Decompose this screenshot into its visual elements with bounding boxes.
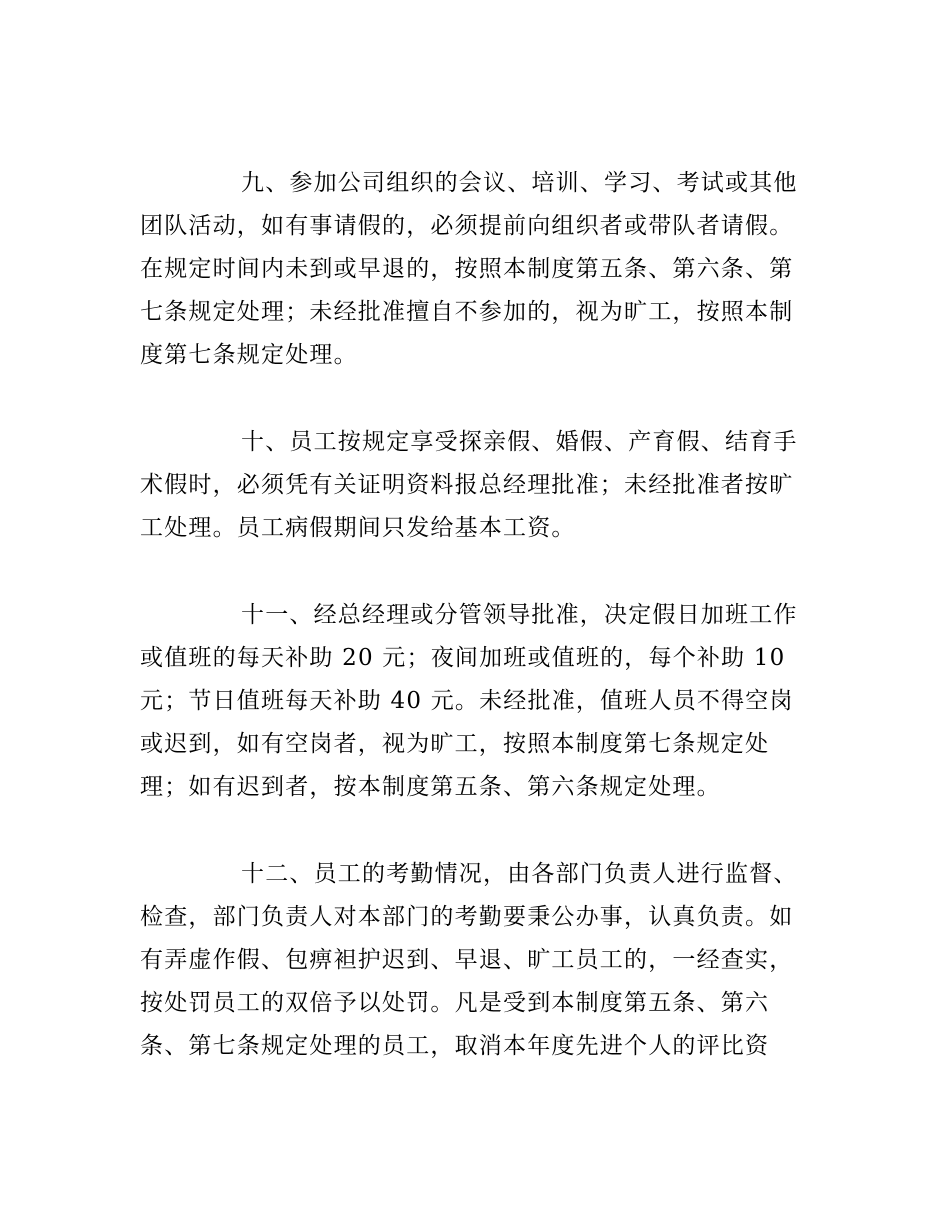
text-line: 按处罚员工的双倍予以处罚。凡是受到本制度第五条、第六 [140, 990, 770, 1016]
paragraph-article-11 [140, 594, 812, 809]
text-line: 理；如有迟到者，按本制度第五条、第六条规定处理。 [140, 774, 721, 800]
paragraph-article-9 [140, 162, 812, 377]
document-body [140, 162, 812, 1112]
text-line: 条、第七条规定处理的员工，取消本年度先进个人的评比资 [140, 1033, 770, 1059]
text-line: 十二、员工的考勤情况，由各部门负责人进行监督、 [241, 861, 798, 887]
text-line: 十、员工按规定享受探亲假、婚假、产育假、结育手 [241, 429, 798, 455]
text-line: 检查，部门负责人对本部门的考勤要秉公办事，认真负责。如 [140, 904, 794, 930]
text-line: 七条规定处理；未经批准擅自不参加的，视为旷工，按照本制 [140, 299, 794, 325]
text-line: 团队活动，如有事请假的，必须提前向组织者或带队者请假。 [140, 213, 794, 239]
text-line: 或值班的每天补助 20 元；夜间加班或值班的，每个补助 10 [140, 645, 786, 671]
text-line: 在规定时间内未到或早退的，按照本制度第五条、第六条、第 [140, 256, 794, 282]
text-line: 或迟到，如有空岗者，视为旷工，按照本制度第七条规定处 [140, 731, 770, 757]
text-line: 度第七条规定处理。 [140, 342, 358, 368]
text-line: 有弄虚作假、包痹袒护迟到、早退、旷工员工的，一经查实， [140, 947, 794, 973]
text-line: 九、参加公司组织的会议、培训、学习、考试或其他 [241, 170, 798, 196]
text-line: 工处理。员工病假期间只发给基本工资。 [140, 515, 576, 541]
text-line: 十一、经总经理或分管领导批准，决定假日加班工作 [241, 602, 798, 628]
text-line: 元；节日值班每天补助 40 元。未经批准，值班人员不得空岗 [140, 688, 794, 714]
paragraph-article-10 [140, 421, 812, 550]
paragraph-article-12 [140, 853, 812, 1068]
text-line: 术假时，必须凭有关证明资料报总经理批准；未经批准者按旷 [140, 472, 794, 498]
